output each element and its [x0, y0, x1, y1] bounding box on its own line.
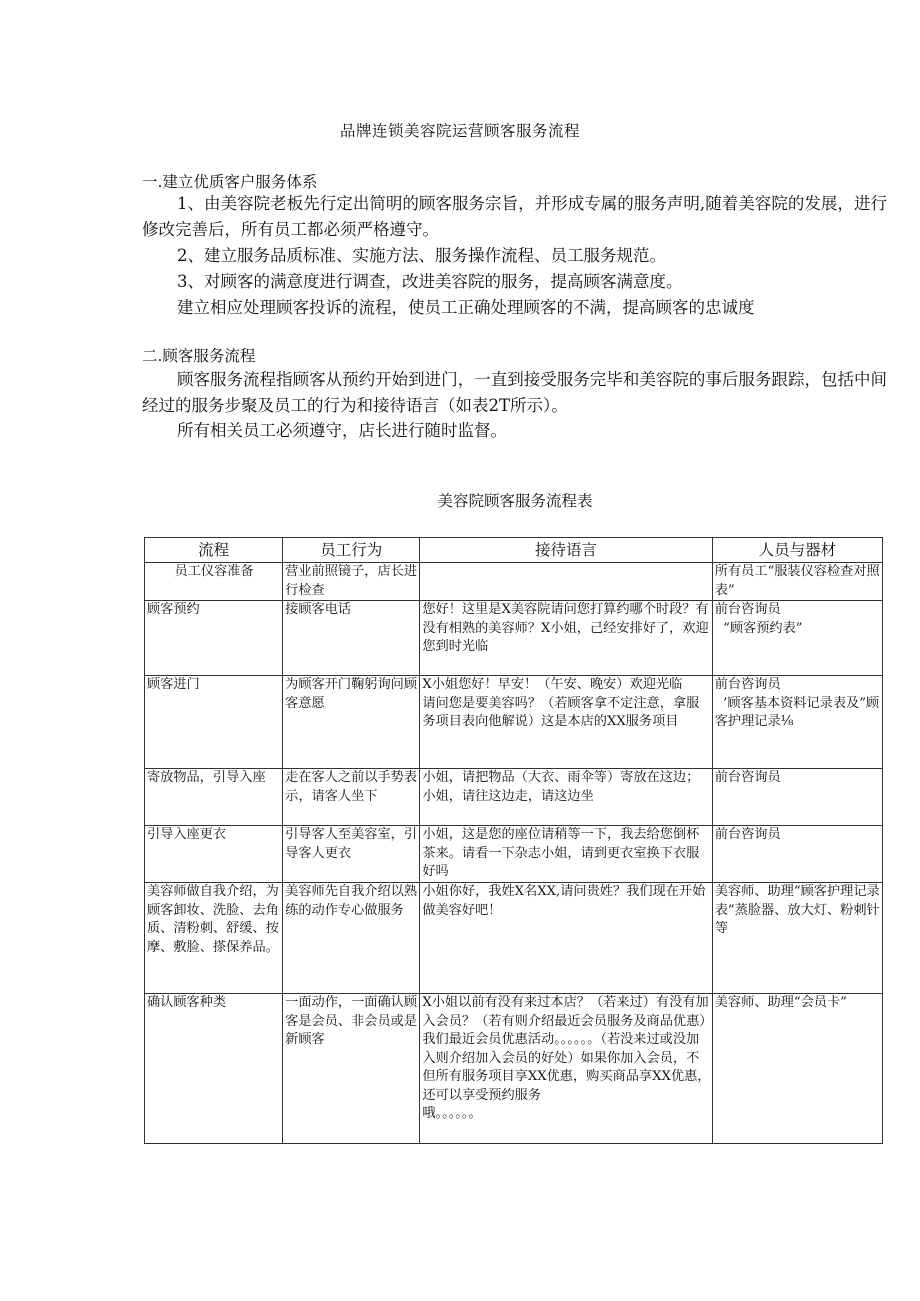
cell-staff-behavior: 引导客人至美容室，引导客人更衣	[283, 826, 420, 883]
cell-process: 寄放物品，引导入座	[145, 769, 283, 826]
section-2-paragraph-2: 所有相关员工必须遵守，店长进行随时监督。	[177, 421, 507, 440]
table-row	[145, 826, 883, 883]
cell-staff-behavior: 接顾客电话	[283, 601, 420, 676]
header-reception-language: 接待语言	[420, 538, 712, 563]
cell-staff-behavior: 为顾客开门鞠躬询问顾客意愿	[283, 676, 420, 769]
cell-process: 顾客进门	[145, 676, 283, 769]
table-row	[145, 883, 883, 994]
table-title: 美容院顾客服务流程表	[437, 492, 593, 510]
cell-staff-equipment: 前台咨询员 ’顾客基本资料记录表及”顾客护理记录⅛	[712, 676, 882, 769]
header-staff-equipment: 人员与器材	[712, 538, 882, 563]
table-row	[145, 676, 883, 769]
cell-reception-language: X小姐您好！早安！（午安、晚安）欢迎光临 请问您是要美容吗？（若顾客拿不定注意，拿服务项目表向他解说）这是本店的XX服务项目	[420, 676, 712, 769]
table-row	[145, 563, 883, 601]
cell-staff-equipment: 美容师、助理“顾客护理记录表”蒸脸器、放大灯、粉刺针等	[712, 883, 882, 994]
cell-staff-equipment: 前台咨询员 “顾客预约表”	[712, 601, 882, 676]
document-title: 品牌连锁美容院运营顾客服务流程	[339, 122, 580, 140]
cell-staff-behavior: 营业前照镜子，店长进行检查	[283, 563, 420, 601]
cell-process: 员工仪容准备	[145, 563, 283, 601]
cell-process: 美容师做自我介绍，为顾客卸妆、洗脸、去角质、清粉刺、舒缓、按摩、敷脸、搽保养品。	[145, 883, 283, 994]
header-staff-behavior: 员工行为	[283, 538, 420, 563]
table-row	[145, 769, 883, 826]
section-2-heading: 二.顾客服务流程	[142, 347, 256, 365]
table-row	[145, 994, 883, 1144]
section-1-paragraph-1: 1、由美容院老板先行定出简明的顾客服务宗旨，并形成专属的服务声明,随着美容院的发展，进行修改完善后，所有员工都必须严格遵守。	[142, 194, 887, 239]
table-header-row	[145, 538, 883, 563]
cell-reception-language: 小姐，这是您的座位请稍等一下，我去给您倒杯茶来。请看一下杂志小姐，请到更衣室换下衣服好吗	[420, 826, 712, 883]
cell-staff-equipment: 前台咨询员	[712, 769, 882, 826]
cell-process: 引导入座更衣	[145, 826, 283, 883]
cell-staff-behavior: 美容师先自我介绍以熟练的动作专心做服务	[283, 883, 420, 994]
cell-reception-language: 小姐，请把物品（大衣、雨伞等）寄放在这边；小姐，请往这边走，请这边坐	[420, 769, 712, 826]
section-1-paragraph-3: 3、对顾客的满意度进行调查，改进美容院的服务，提高顾客满意度。	[177, 272, 683, 291]
service-flow-table	[144, 537, 883, 1144]
cell-process: 顾客预约	[145, 601, 283, 676]
section-1-paragraph-4: 建立相应处理顾客投诉的流程，使员工正确处理顾客的不满，提高顾客的忠诚度	[177, 298, 755, 317]
section-2-paragraph-1: 顾客服务流程指顾客从预约开始到进门，一直到接受服务完毕和美容院的事后服务跟踪，包括中间经过的服务步聚及员工的行为和接待语言（如表2T所示）。	[142, 370, 887, 415]
cell-staff-behavior: 走在客人之前以手势表示，请客人坐下	[283, 769, 420, 826]
cell-reception-language: 小姐你好，我姓X名XX,请问贵姓？我们现在开始做美容好吧！	[420, 883, 712, 994]
cell-process: 确认顾客种类	[145, 994, 283, 1144]
cell-staff-equipment: 所有员工“服装仪容检查对照表”	[712, 563, 882, 601]
cell-reception-language: X小姐以前有没有来过本店？（若来过）有没有加入会员？（若有则介绍最近会员服务及商品优惠）我们最近会员优惠活动。。。。。。（若没来过或没加入则介绍加入会员的好处）如果你加入会员，不但所有服务项目享XX优惠，购买商品享XX优惠，还可以享受预约服务 哦。。。。。。	[420, 994, 712, 1144]
section-1-paragraph-2: 2、建立服务品质标准、实施方法、服务操作流程、员工服务规范。	[177, 246, 666, 265]
cell-reception-language: 您好！这里是X美容院请问您打算约哪个时段？有没有相熟的美容师？X小姐，己经安排好了，欢迎您到时光临	[420, 601, 712, 676]
cell-staff-equipment: 前台咨询员	[712, 826, 882, 883]
header-process: 流程	[145, 538, 283, 563]
cell-staff-equipment: 美容师、助理“会员卡”	[712, 994, 882, 1144]
section-1-heading: 一.建立优质客户服务体系	[142, 173, 318, 191]
table-row	[145, 601, 883, 676]
cell-staff-behavior: 一面动作，一面确认顾客是会员、非会员或是新顾客	[283, 994, 420, 1144]
cell-reception-language	[420, 563, 712, 601]
